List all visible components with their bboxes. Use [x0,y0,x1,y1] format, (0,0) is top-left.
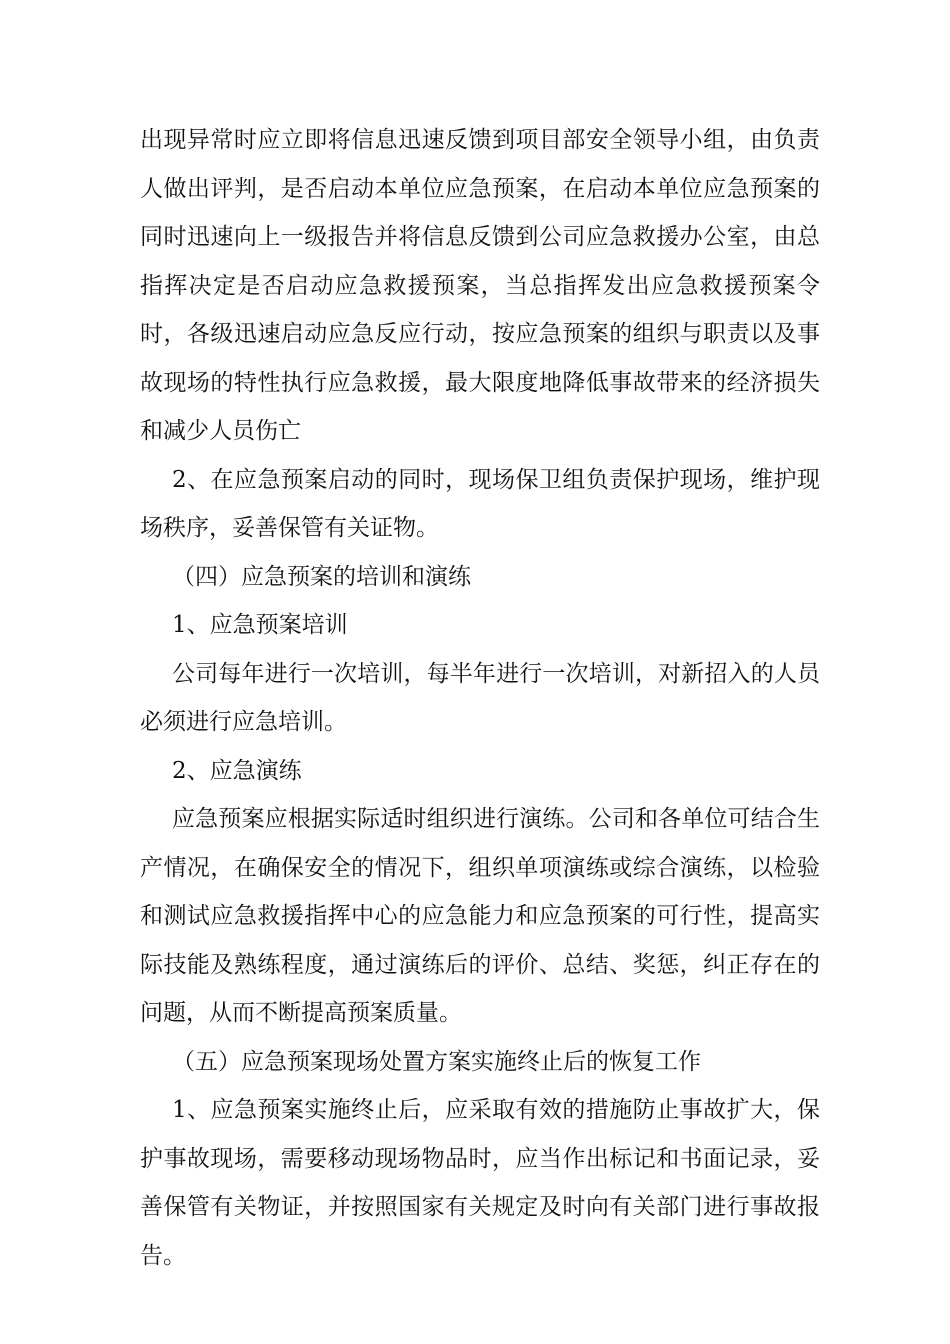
subheading-plan-training: 1、应急预案培训 [172,612,348,638]
paragraph-emergency-response: 出现异常时应立即将信息迅速反馈到项目部安全领导小组，由负责人做出评判，是否启动本单位应急预案，在启动本单位应急预案的同时迅速向上一级报告并将信息反馈到公司应急救援办公室，由总指挥决定是否启动应急救援预案，当总指挥发出应急救援预案令时，各级迅速启动应急反应行动，按应急预案的组织与职责以及事故现场的特性执行应急救援，最大限度地降低事故带来的经济损失和减少人员伤亡 [140,127,820,444]
paragraph-training-frequency: 公司每年进行一次培训，每半年进行一次培训，对新招入的人员必须进行应急培训。 [140,660,820,735]
paragraph-post-termination: 1、应急预案实施终止后，应采取有效的措施防止事故扩大，保护事故现场，需要移动现场物品时，应当作出标记和书面记录，妥善保管有关物证，并按照国家有关规定及时向有关部门进行事故报告。 [140,1097,820,1269]
subheading-emergency-drills: 2、应急演练 [172,757,302,784]
paragraph-scene-protection: 2、在应急预案启动的同时，现场保卫组负责保护现场，维护现场秩序，妥善保管有关证物。 [140,466,820,541]
section-heading-training-drills: （四）应急预案的培训和演练 [172,563,471,590]
paragraph-drill-details: 应急预案应根据实际适时组织进行演练。公司和各单位可结合生产情况，在确保安全的情况下，组织单项演练或综合演练，以检验和测试应急救援指挥中心的应急能力和应急预案的可行性，提高实际技能及熟练程度，通过演练后的评价、总结、奖惩，纠正存在的问题，从而不断提高预案质量。 [140,806,820,1026]
document-body [140,116,820,1280]
section-heading-recovery-work: （五）应急预案现场处置方案实施终止后的恢复工作 [172,1048,701,1075]
